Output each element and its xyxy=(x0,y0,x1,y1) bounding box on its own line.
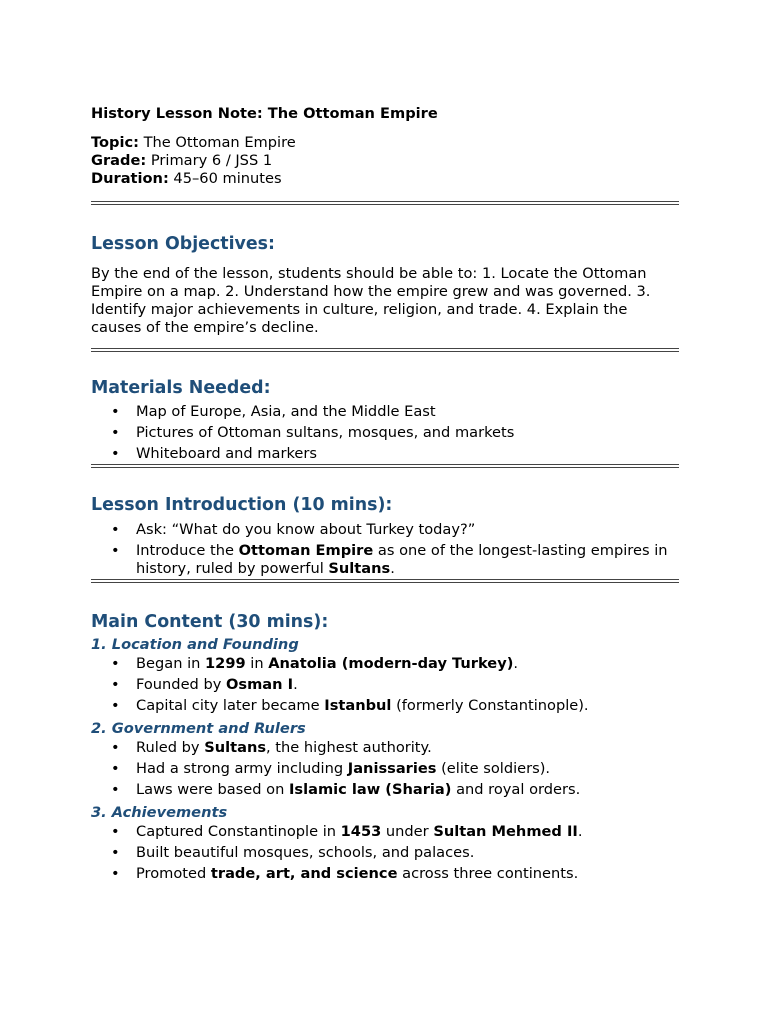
main-content-heading: Main Content (30 mins): xyxy=(91,612,329,632)
list-item: • Had a strong army including Janissaries (elite soldiers). xyxy=(111,760,551,777)
duration-label: Duration: xyxy=(91,170,169,187)
list-item: • Founded by Osman I. xyxy=(111,676,298,693)
materials-heading: Materials Needed: xyxy=(91,378,271,398)
achievements-list xyxy=(91,823,681,883)
bullet-icon: • xyxy=(111,697,120,714)
list-item: • Capital city later became Istanbul (formerly Constantinople). xyxy=(111,697,589,714)
duration-value: 45–60 minutes xyxy=(173,170,282,187)
introduction-heading: Lesson Introduction (10 mins): xyxy=(91,495,393,515)
bullet-icon: • xyxy=(111,739,120,756)
section-divider xyxy=(91,579,679,583)
bullet-icon: • xyxy=(111,424,120,441)
bullet-icon: • xyxy=(111,844,120,861)
topic-line xyxy=(91,134,681,152)
section-divider xyxy=(91,464,679,468)
grade-line xyxy=(91,152,681,170)
list-item: • Ruled by Sultans, the highest authority. xyxy=(111,739,432,756)
bullet-icon: • xyxy=(111,445,120,462)
list-item: • Introduce the Ottoman Empire as one of the longest-lasting empires in history, ruled by powerful Sultans. xyxy=(111,542,668,577)
bullet-icon: • xyxy=(111,403,120,420)
bullet-icon: • xyxy=(111,521,120,538)
section-divider xyxy=(91,201,679,205)
grade-label: Grade: xyxy=(91,152,147,169)
bullet-icon: • xyxy=(111,823,120,840)
objectives-text: By the end of the lesson, students should be able to: 1. Locate the Ottoman Empire on a map. 2. Understand how the empire grew and was governed. 3. Identify major achievements in culture, religion, and trade. 4. Explain the causes of the empire’s decline. xyxy=(91,265,651,336)
list-item: • Began in 1299 in Anatolia (modern-day Turkey). xyxy=(111,655,519,672)
bullet-icon: • xyxy=(111,781,120,798)
bullet-icon: • xyxy=(111,865,120,882)
list-item: • Laws were based on Islamic law (Sharia) and royal orders. xyxy=(111,781,581,798)
subsection-heading: 1. Location and Founding xyxy=(91,636,299,653)
bullet-icon: • xyxy=(111,542,120,559)
list-item: • Promoted trade, art, and science across three continents. xyxy=(111,865,579,882)
topic-label: Topic: xyxy=(91,134,139,151)
location-list xyxy=(91,655,681,715)
topic-value: The Ottoman Empire xyxy=(143,134,296,151)
list-item: • Captured Constantinople in 1453 under Sultan Mehmed II. xyxy=(111,823,583,840)
list-item: • Whiteboard and markers xyxy=(111,445,317,462)
subsection-heading: 3. Achievements xyxy=(91,804,228,821)
lesson-note xyxy=(91,104,681,886)
list-item: • Built beautiful mosques, schools, and palaces. xyxy=(111,844,475,861)
bullet-icon: • xyxy=(111,760,120,777)
duration-line xyxy=(91,170,681,188)
list-item: • Pictures of Ottoman sultans, mosques, and markets xyxy=(111,424,515,441)
bullet-icon: • xyxy=(111,655,120,672)
list-item: • Map of Europe, Asia, and the Middle East xyxy=(111,403,436,420)
introduction-list xyxy=(91,521,681,578)
section-divider xyxy=(91,348,679,352)
lesson-meta xyxy=(91,134,681,188)
document-title: History Lesson Note: The Ottoman Empire xyxy=(91,105,438,122)
objectives-heading: Lesson Objectives: xyxy=(91,234,275,254)
subsection-heading: 2. Government and Rulers xyxy=(91,720,306,737)
materials-list xyxy=(91,403,681,463)
government-list xyxy=(91,739,681,799)
bullet-icon: • xyxy=(111,676,120,693)
list-item: • Ask: “What do you know about Turkey today?” xyxy=(111,521,476,538)
grade-value: Primary 6 / JSS 1 xyxy=(150,152,273,169)
